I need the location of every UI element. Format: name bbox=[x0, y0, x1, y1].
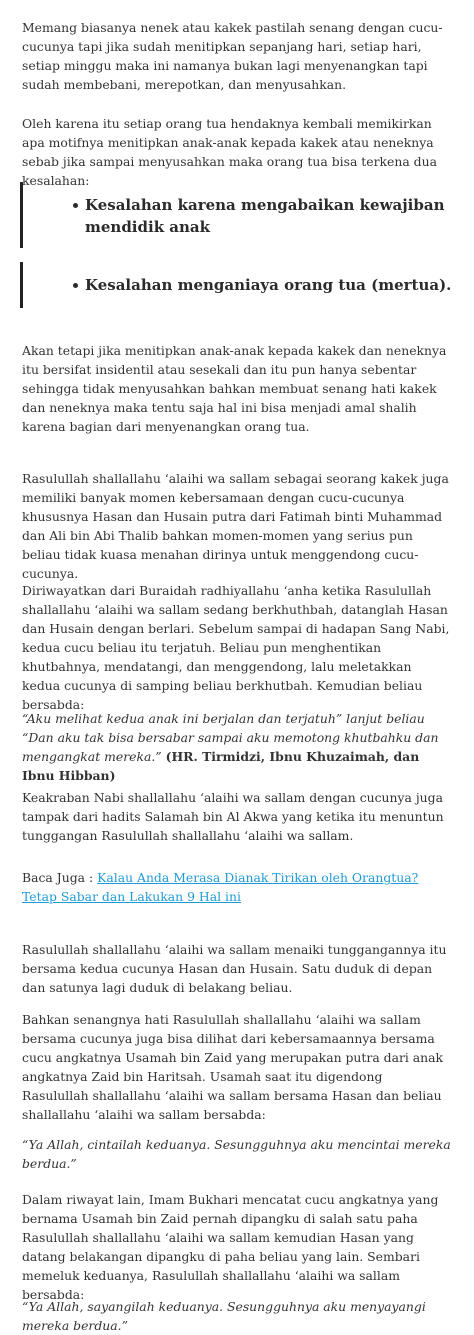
paragraph-usamah: Bahkan senangnya hati Rasulullah shallallahu ‘alaihi wa sallam bersama cucunya juga bisa dilihat dari kebersamaannya bersama cucu angkatnya Usamah bin Zaid yang merupakan putra dari anak angkatnya Zaid bin Haritsah. Usamah saat itu digendong Rasulullah shallallahu ‘alaihi wa sallam bersama Hasan dan beliau shallallahu ‘alaihi wa sallam bersabda: bbox=[22, 1012, 444, 1122]
baca-juga-label: Baca Juga : bbox=[22, 870, 94, 885]
baca-juga-link[interactable]: Kalau Anda Merasa Dianak Tirikan oleh Orangtua? Tetap Sabar dan Lakukan 9 Hal ini bbox=[22, 870, 419, 904]
paragraph-buraidah: Diriwayatkan dari Buraidah radhiyallahu ‘anha ketika Rasulullah shallallahu ‘alaihi wa sallam sedang berkhuthbah, datanglah Hasan dan Husain dengan berlari. Sebelum sampai di hadapan Sang Nabi, kedua cucu beliau itu terjatuh. Beliau pun menghentikan khutbahnya, mendatangi, dan menggendong, lalu meletakkan kedua cucunya di samping beliau berkhutbah. Kemudian beliau bersabda: bbox=[22, 583, 450, 712]
baca-juga bbox=[22, 868, 452, 906]
hadith-quote-1 bbox=[22, 709, 452, 785]
callout-item: Kesalahan menganiaya orang tua (mertua). bbox=[23, 262, 452, 296]
callout-list bbox=[23, 182, 452, 238]
hadith-quote-2: “Ya Allah, cintailah keduanya. Sesungguhnya aku mencintai mereka berdua.” bbox=[22, 1137, 451, 1171]
paragraph-salamah: Keakraban Nabi shallallahu ‘alaihi wa sallam dengan cucunya juga tampak dari hadits Salamah bin Al Akwa yang ketika itu menuntun tunggangan Rasulullah shallallahu ‘alaihi wa sallam. bbox=[22, 790, 444, 843]
paragraph-tunggangan: Rasulullah shallallahu ‘alaihi wa sallam menaiki tunggangannya itu bersama kedua cucunya Hasan dan Husain. Satu duduk di depan dan satunya lagi duduk di belakang beliau. bbox=[22, 942, 447, 995]
callout-mistake-1 bbox=[20, 182, 452, 248]
hadith-quote-text: “Aku melihat kedua anak ini berjalan dan terjatuh” lanjut beliau “Dan aku tak bisa bersabar sampai aku memotong khutbahku dan mengangkat mereka.” bbox=[22, 711, 439, 764]
paragraph-rasulullah-kakek: Rasulullah shallallahu ‘alaihi wa sallam sebagai seorang kakek juga memiliki banyak momen kebersamaan dengan cucu-cucunya khususnya Hasan dan Husain putra dari Fatimah binti Muhammad dan Ali bin Abi Thalib bahkan momen-momen yang serius pun beliau tidak kuasa menahan dirinya untuk menggendong cucu-cucunya. bbox=[22, 471, 449, 581]
paragraph-intro: Memang biasanya nenek atau kakek pastilah senang dengan cucu-cucunya tapi jika sudah menitipkan sepanjang hari, setiap hari, setiap minggu maka ini namanya bukan lagi menyenangkan tapi sudah membebani, merepotkan, dan menyusahkan. bbox=[22, 20, 443, 92]
hadith-quote-3: “Ya Allah, sayangilah keduanya. Sesungguhnya aku menyayangi mereka berdua.” bbox=[22, 1299, 426, 1333]
callout-mistake-2 bbox=[20, 262, 452, 308]
callout-item: Kesalahan karena mengabaikan kewajiban mendidik anak bbox=[23, 182, 452, 238]
paragraph-insidentil: Akan tetapi jika menitipkan anak-anak kepada kakek dan neneknya itu bersifat insidentil atau sesekali dan itu pun hanya sebentar sehingga tidak menyusahkan bahkan membuat senang hati kakek dan neneknya maka tentu saja hal ini bisa menjadi amal shalih karena bagian dari menyenangkan orang tua. bbox=[22, 343, 447, 434]
paragraph-bukhari: Dalam riwayat lain, Imam Bukhari mencatat cucu angkatnya yang bernama Usamah bin Zaid pernah dipangku di salah satu paha Rasulullah shallallahu ‘alaihi wa sallam kemudian Hasan yang datang belakangan dipangku di paha beliau yang lain. Sembari memeluk keduanya, Rasulullah shallallahu ‘alaihi wa sallam bersabda: bbox=[22, 1192, 439, 1302]
hadith-source: (HR. Tirmidzi, Ibnu Khuzaimah, dan Ibnu Hibban) bbox=[22, 749, 420, 783]
paragraph-two-mistakes: Oleh karena itu setiap orang tua hendaknya kembali memikirkan apa motifnya menitipkan anak-anak kepada kakek atau neneknya sebab jika sampai menyusahkan maka orang tua bisa terkena dua kesalahan: bbox=[22, 116, 437, 188]
callout-list bbox=[23, 262, 452, 296]
